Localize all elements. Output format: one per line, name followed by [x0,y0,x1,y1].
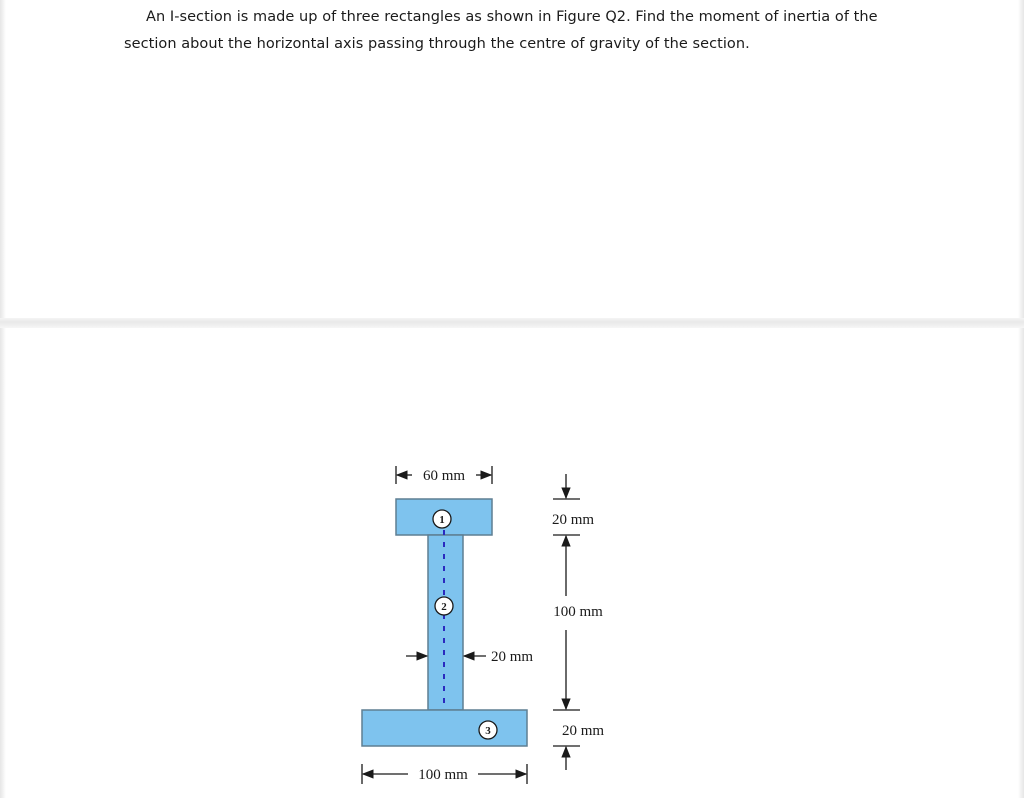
dim-web-thickness-label: 20 mm [491,649,534,665]
question-line-2: section about the horizontal axis passing through the centre of gravity of the section. [124,36,750,52]
dim-bottom-width [362,764,527,784]
dim-web-thickness [406,649,533,665]
dim-bottom-width-label: 100 mm [418,767,468,783]
dim-top-thickness-label: 20 mm [551,512,595,528]
dim-web-height-label: 100 mm [553,604,603,620]
label-3: 3 [485,725,491,737]
dim-top-width [396,466,492,484]
label-2: 2 [441,601,447,613]
label-circle-1 [433,510,451,528]
dim-right-vertical [552,474,604,770]
web-rect [428,535,463,710]
label-1: 1 [439,514,445,526]
bottom-flange-rect [362,710,527,746]
label-circle-3 [479,721,497,739]
dim-top-width-label: 60 mm [422,468,466,484]
question-line-1: An I-section is made up of three rectangles as shown in Figure Q2. Find the moment of inertia of the [146,9,878,25]
label-circle-2 [435,597,453,615]
dim-bottom-thickness-label: 20 mm [561,723,605,739]
